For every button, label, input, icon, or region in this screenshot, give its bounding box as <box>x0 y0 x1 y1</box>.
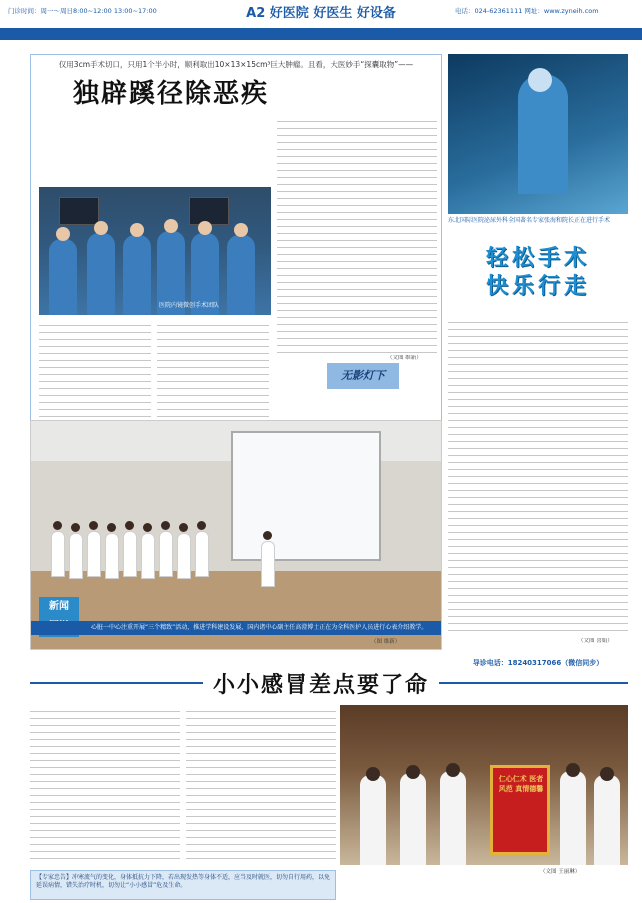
monitor-screen <box>59 197 99 225</box>
title-line: 轻松手术 <box>485 245 590 271</box>
surgeon-head <box>94 221 108 235</box>
website: 网址：www.zyneih.com <box>524 7 599 15</box>
photo-credit: （文图 王丽琳） <box>540 869 581 875</box>
silk-banner <box>490 765 550 855</box>
surgeon-figure <box>87 233 115 315</box>
expert-advice: 【专家忠告】冲寒流气的变化，身体抵抗力下降，若出现发热等身体不适，应当及时就医，切勿自行用药，以免延误病情，错失治疗时机，切勿让“小小感冒”危及生命。 <box>30 870 336 900</box>
photo-caption: 心脏一中心注重开展“三个精致”活动，推进学科建设发展，国内诸中心副主任高澄博士正在为全科医护人员进行心表介绍教学。 <box>31 621 441 635</box>
surgeon-photo <box>448 54 628 214</box>
page-header <box>0 0 642 44</box>
surgeon-figure <box>518 74 568 194</box>
article-subtitle: 仅用3cm手术切口，只用1个半小时，顺利取出10×13×15cm³巨大肿瘤。且看，大医妙手“探囊取物”—— <box>58 60 414 69</box>
photo-caption: 东北国际医院泌尿外科全国著名专家张海和院长正在进行手术 <box>448 217 611 224</box>
bottom-body-col2 <box>186 705 336 865</box>
phone-number: 电话：024-62361111 <box>455 7 523 15</box>
article-title: 独辟蹊径除恶疾 <box>72 79 269 109</box>
header-divider <box>0 28 642 40</box>
article-title <box>468 244 608 300</box>
surgeon-head <box>234 223 248 237</box>
banner-text: 仁心仁术 医者风范 真情德馨 <box>498 775 544 793</box>
article-signature: （文图 喜娟） <box>578 638 613 644</box>
section-title: A2 好医院 好医生 好设备 <box>246 6 396 21</box>
contact-info <box>455 6 599 15</box>
clinic-hours: 门诊时间：周一～周日8:00~12:00 13:00~17:00 <box>8 7 157 15</box>
right-article <box>448 54 628 654</box>
stamp-line: 新闻 <box>49 601 69 612</box>
article-body-col1 <box>39 319 151 429</box>
group-photo <box>30 420 442 650</box>
monitor-screen <box>189 197 229 225</box>
banner-photo <box>340 705 628 865</box>
bottom-article-title: 小小感冒差点要了命 <box>0 668 642 699</box>
projection-screen <box>231 431 381 561</box>
surgeon-head <box>164 219 178 233</box>
title-line: 快乐行走 <box>485 273 590 299</box>
surgeon-head <box>130 223 144 237</box>
article-body-col3 <box>277 115 437 355</box>
photo-caption: 医院内镜微创手术团队 <box>159 302 220 309</box>
article-body-col2 <box>157 319 269 429</box>
surgery-team-photo <box>39 187 271 315</box>
article-body <box>448 316 628 648</box>
photo-credit: （图 维新） <box>371 639 401 645</box>
surgeon-head <box>56 227 70 241</box>
surgeon-figure <box>227 235 255 315</box>
article-signature: （文图 维新） <box>387 355 422 361</box>
bottom-body-col1 <box>30 705 180 865</box>
top-article <box>30 54 442 436</box>
surgeon-figure <box>123 235 151 315</box>
hotline: 导诊电话：18240317066（微信同步） <box>472 659 604 667</box>
surgeon-head <box>198 221 212 235</box>
surgeon-figure <box>49 239 77 315</box>
surgeon-head <box>528 68 552 92</box>
column-stamp: 无影灯下 <box>327 363 399 389</box>
